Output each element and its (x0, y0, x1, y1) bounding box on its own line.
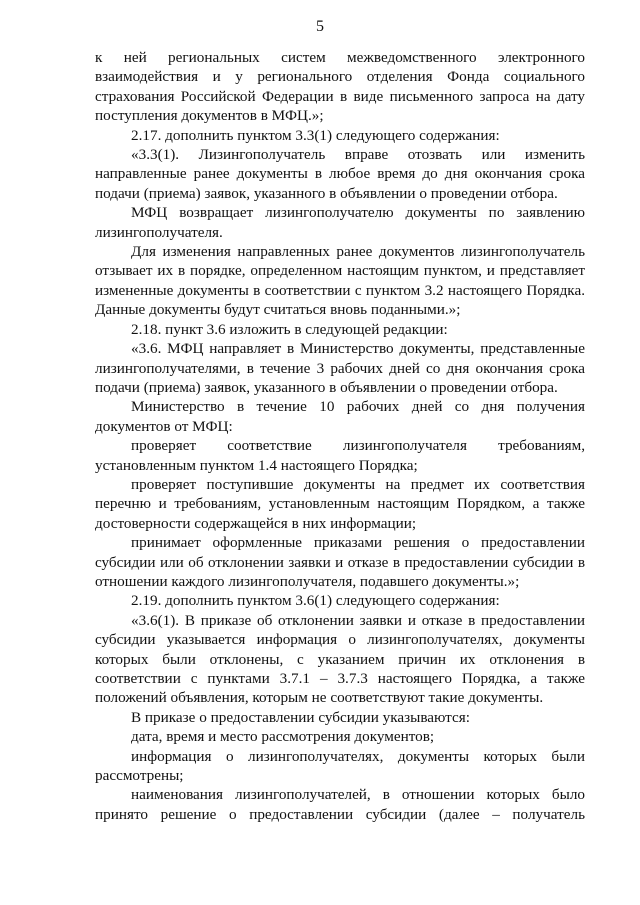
paragraph-continuation: к ней региональных систем межведомственного электронного взаимодействия и у регионального отделения Фонда социального страхования Российской Федерации в виде письменного запроса на дату поступления документов в МФЦ.»; (95, 49, 585, 125)
paragraph-info-recipients: информация о лизингополучателях, документы которых были рассмотрены; (95, 747, 585, 785)
paragraph-order-content: В приказе о предоставлении субсидии указываются: (131, 708, 470, 726)
paragraph-mfc-returns: МФЦ возвращает лизингополучателю документы по заявлению лизингополучателя. (95, 204, 585, 241)
paragraph-2-19: 2.19. дополнить пунктом 3.6(1) следующего содержания: (131, 592, 500, 610)
paragraph-names-recipients: наименования лизингополучателей, в отношении которых было принято решение о предоставлении субсидии (далее – получатель (95, 786, 585, 823)
page-number: 5 (316, 18, 324, 35)
document-body (95, 48, 585, 824)
paragraph-ministry: Министерство в течение 10 рабочих дней со дня получения документов от МФЦ: (95, 398, 585, 435)
paragraph-date-time-place: дата, время и место рассмотрения документов; (131, 728, 435, 746)
paragraph-2-18: 2.18. пункт 3.6 изложить в следующей редакции: (131, 320, 448, 338)
paragraph-checks-documents: проверяет поступившие документы на предмет их соответствия перечню и требованиям, установленным настоящим Порядком, а также достоверности содержащейся в них информации; (95, 475, 585, 532)
paragraph-change-documents: Для изменения направленных ранее документов лизингополучатель отзывает их в порядке, определенном настоящим пунктом, и представляет измененные документы в соответствии с пунктом 3.2 настоящего Порядка. Данные документы будут считаться вновь поданными.»; (95, 243, 585, 319)
paragraph-3-6: «3.6. МФЦ направляет в Министерство документы, представленные лизингополучателями, в течение 3 рабочих дней со дня окончания срока подачи (приема) заявок, указанного в объявлении о проведении отбора. (95, 340, 585, 396)
paragraph-2-17: 2.17. дополнить пунктом 3.3(1) следующего содержания: (131, 126, 500, 144)
paragraph-checks-compliance: проверяет соответствие лизингополучателя требованиям, установленным пунктом 1.4 настоящего Порядка; (95, 437, 585, 474)
paragraph-accepts-decisions: принимает оформленные приказами решения о предоставлении субсидии или об отклонении заявки и отказе в предоставлении субсидии в отношении каждого лизингополучателя, подавшего документы.»; (95, 534, 585, 590)
paragraph-3-3-1: «3.3(1). Лизингополучатель вправе отозвать или изменить направленные ранее документы в любое время до дня окончания срока подачи (приема) заявок, указанного в объявлении о проведении отбора. (95, 146, 585, 202)
paragraph-3-6-1: «3.6(1). В приказе об отклонении заявки и отказе в предоставлении субсидии указывается информация о лизингополучателях, документы которых были отклонены, с указанием причин их отклонения в соответствии с пунктами 3.7.1 – 3.7.3 настоящего Порядка, а также положений объявления, которым не соответствуют такие документы. (95, 611, 585, 707)
